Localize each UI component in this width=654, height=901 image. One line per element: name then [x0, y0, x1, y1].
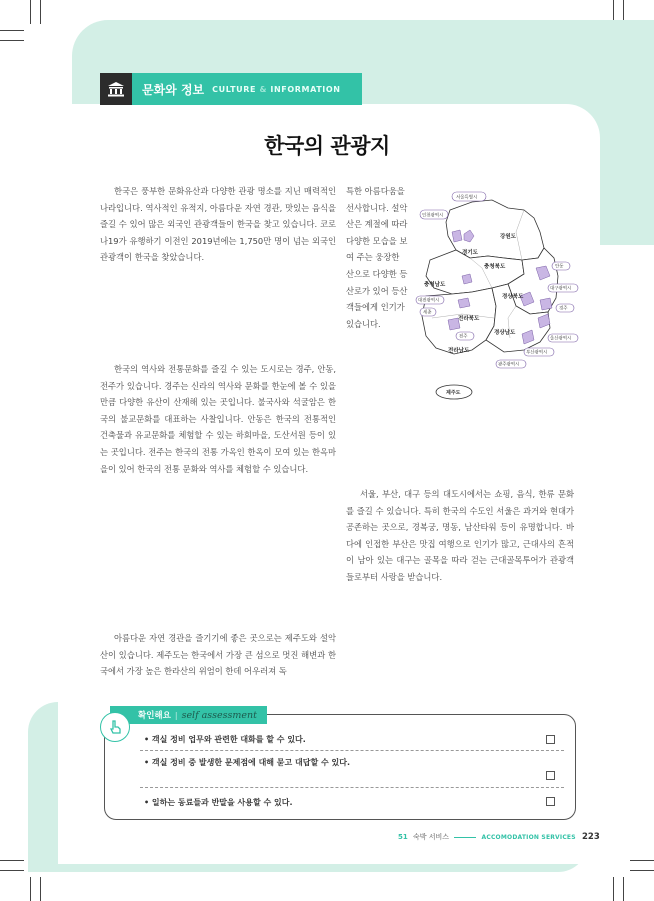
crop-mark: [613, 877, 614, 901]
paragraph-history: 한국의 역사와 전통문화를 즐길 수 있는 도시로는 경주, 안동, 전주가 있습니다. 경주는 신라의 역사와 문화를 한눈에 볼 수 있을 만큼 다양한 유산이 산재해 있는 곳입니다. 불국사와 석굴암은 한국의 불교문화를 대표하는 사찰입니다. 안동은 한국의 전통적인 건축물과 유교문화를 체험할 수 있는 하회마을, 도산서원 등이 있는 곳입니다. 전주는 한국의 전통 가옥인 한옥이 모여 있는 한옥마을이 있어 한국의 전통 문화와 역사를 체험할 수 있습니다.: [100, 364, 336, 474]
assessment-item-3: • 일하는 동료들과 반말을 사용할 수 있다.: [144, 798, 293, 807]
korea-map: [412, 188, 582, 406]
label-daejeon: 대전광역시: [418, 298, 440, 304]
paragraph-cities: 서울, 부산, 대구 등의 대도시에서는 쇼핑, 음식, 한류 문화를 즐길 수 있습니다. 특히 한국의 수도인 서울은 과거와 현대가 공존하는 곳으로, 경복궁, 명동, 남산타워 등이 유명합니다. 바다에 인접한 부산은 맛집 여행으로 인기가 많고, 근대사의 흔적이 남아 있는 대구는 골목을 따라 걷는 근대골목투어가 관광객들로부터 사랑을 받습니다.: [346, 489, 574, 582]
page-footer: [398, 832, 600, 842]
page-title: 한국의 관광지: [264, 134, 390, 158]
crop-mark: [0, 40, 24, 41]
label-jeonnam: 전라남도: [448, 348, 470, 354]
label-jeju: 제주도: [446, 390, 461, 396]
section-title: 문화와 정보: [142, 82, 205, 97]
section-subtitle: CULTURE & INFORMATION: [212, 84, 341, 94]
label-gyeonggi: 경기도: [462, 250, 478, 256]
label-jeonbuk: 전라북도: [458, 316, 480, 322]
crop-mark: [40, 0, 41, 24]
label-gyeongbuk: 경상북도: [502, 294, 524, 300]
label-seoul: 서울특별시: [456, 195, 478, 201]
footer-rule: [454, 837, 476, 838]
label-chungnam: 충청남도: [424, 282, 446, 288]
assessment-checkbox-3[interactable]: [546, 797, 555, 806]
highlight-daejeon: [462, 274, 472, 284]
assessment-checkbox-1[interactable]: [546, 735, 555, 744]
crop-mark: [0, 30, 24, 31]
divider: [140, 750, 564, 751]
bullet: •: [144, 735, 152, 744]
crop-mark: [623, 877, 624, 901]
label-gyeongju: 경주: [559, 306, 568, 312]
label-chungbuk: 충청북도: [484, 264, 506, 270]
bullet: •: [144, 798, 152, 807]
region-gyeonggi-gangwon: [446, 200, 544, 260]
separator: |: [174, 710, 178, 720]
page-number: 223: [582, 832, 600, 842]
label-gangwon: 강원도: [500, 234, 516, 240]
label-ulsan: 울산광역시: [550, 336, 572, 342]
crop-mark: [630, 870, 654, 871]
highlight-incheon: [452, 230, 462, 242]
paragraph-nature: 아름다운 자연 경관을 즐기기에 좋은 곳으로는 제주도와 설악산이 있습니다. 제주도는 한국에서 가장 큰 섬으로 멋진 해변과 한국에서 가장 높은 한라산의 위엄이 한데 어우러져 독: [100, 633, 336, 677]
crop-mark: [30, 877, 31, 901]
label-daegu: 대구광역시: [550, 286, 572, 292]
self-assessment-subtitle: self assessment: [181, 709, 257, 721]
crop-mark: [40, 877, 41, 901]
crop-mark: [0, 870, 24, 871]
label-busan: 부산광역시: [526, 350, 548, 356]
highlight-gyeongju: [540, 298, 552, 310]
self-assessment-title: 확인해요: [138, 711, 171, 721]
hand-pointer-icon: [100, 712, 130, 742]
divider: [140, 787, 564, 788]
label-sejong: 세종: [423, 310, 432, 316]
label-andong: 안동: [555, 264, 564, 270]
assessment-item-2: • 객실 정비 중 발생한 문제점에 대해 묻고 대답할 수 있다.: [144, 758, 351, 767]
assessment-item-1: • 객실 정비 업무와 관련한 대화를 할 수 있다.: [144, 735, 306, 744]
section-header: [100, 73, 362, 105]
label-jeonju: 전주: [459, 334, 468, 340]
label-incheon: 인천광역시: [422, 213, 444, 219]
chapter-title: 숙박 서비스: [412, 833, 450, 841]
crop-mark: [0, 860, 24, 861]
assessment-checkbox-2[interactable]: [546, 771, 555, 780]
paragraph-intro: 한국은 풍부한 문화유산과 다양한 관광 명소를 지닌 매력적인 나라입니다. 역사적인 유적지, 아름다운 자연 경관, 맛있는 음식을 즐길 수 있어 많은 외국인 관광객들이 한국을 찾고 있습니다. 코로나19가 유행하기 이전인 2019년에는 1,750만 명이 넘는 외국인 관광객이 한국을 찾았습니다.: [100, 186, 336, 263]
section-name-en: ACCOMODATION SERVICES: [481, 834, 576, 841]
highlight-jeonju: [458, 298, 470, 308]
label-gyeongnam: 경상남도: [494, 330, 516, 336]
bank-icon: [100, 73, 132, 105]
crop-mark: [30, 0, 31, 24]
label-gwangju: 광주광역시: [498, 362, 520, 368]
self-assessment-tab: [110, 706, 267, 724]
paragraph-seoraksan: 특한 아름다움을 선사합니다. 설악산은 계절에 따라 다양한 모습을 보여 주는 웅장한 산으로 다양한 등산로가 있어 등산객들에게 인기가 있습니다.: [346, 186, 408, 329]
chapter-number: 51: [398, 833, 408, 841]
crop-mark: [630, 860, 654, 861]
right-edge-background: [600, 100, 654, 245]
bullet: •: [144, 758, 152, 767]
